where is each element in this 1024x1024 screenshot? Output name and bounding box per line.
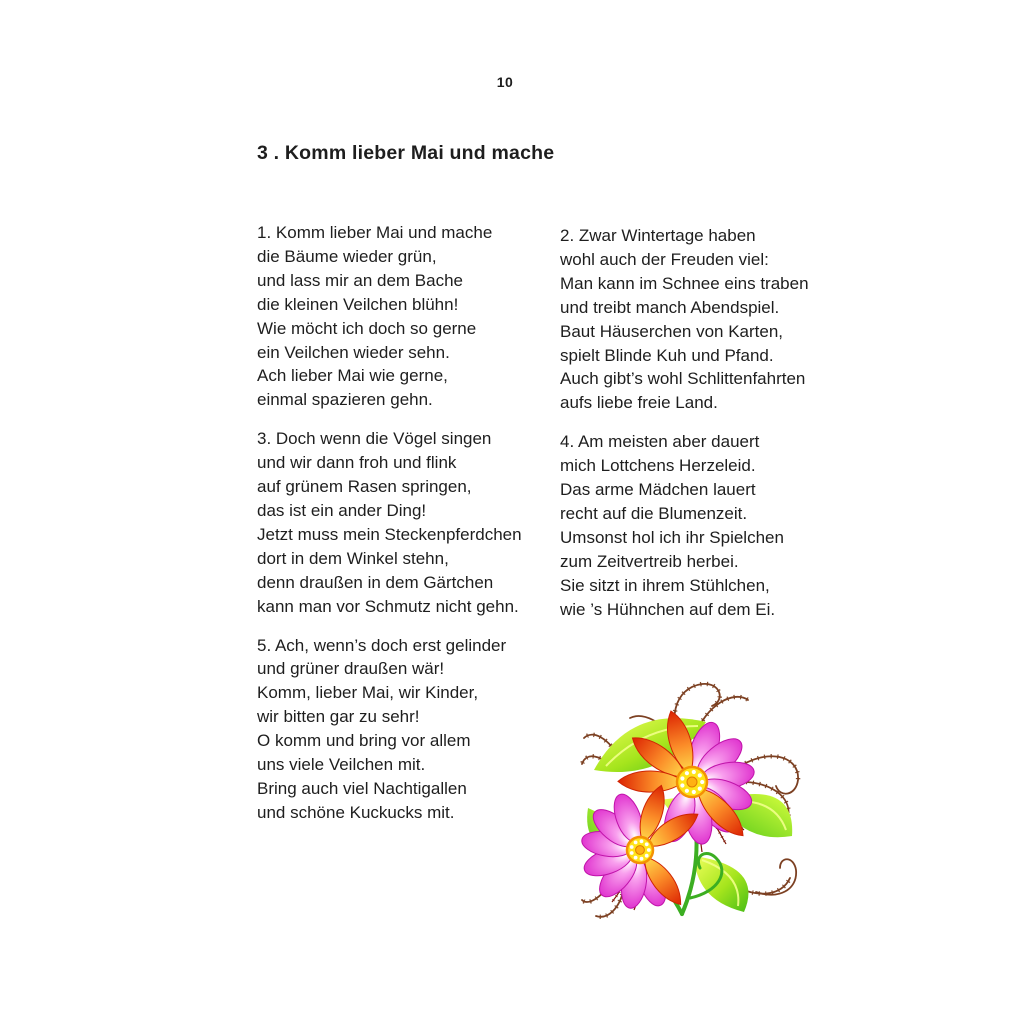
verse-line: und schöne Kuckucks mit. bbox=[257, 802, 455, 822]
right-column bbox=[560, 224, 860, 637]
verse-line: 4. Am meisten aber dauert bbox=[560, 432, 760, 452]
page-number: 10 bbox=[496, 74, 514, 90]
verse-line: Umsonst hol ich ihr Spielchen bbox=[560, 527, 784, 547]
verse-2 bbox=[560, 224, 860, 415]
verse-line: und grüner draußen wär! bbox=[257, 659, 445, 679]
verse-line: dort in dem Winkel stehn, bbox=[257, 548, 449, 568]
verse-line: Baut Häuserchen von Karten, bbox=[560, 321, 784, 341]
verse-line: das ist ein ander Ding! bbox=[257, 500, 427, 520]
verse-line: Wie möcht ich doch so gerne bbox=[257, 318, 477, 338]
verse-line: und lass mir an dem Bache bbox=[257, 270, 463, 290]
verse-line: mich Lottchens Herzeleid. bbox=[560, 456, 756, 476]
verse-line: und wir dann froh und flink bbox=[257, 453, 457, 473]
verse-line: wie ’s Hühnchen auf dem Ei. bbox=[560, 599, 776, 619]
verse-line: einmal spazieren gehn. bbox=[257, 390, 433, 410]
verse-line: Bring auch viel Nachtigallen bbox=[257, 778, 467, 798]
verse-line: kann man vor Schmutz nicht gehn. bbox=[257, 596, 519, 616]
verse-line: spielt Blinde Kuh und Pfand. bbox=[560, 345, 774, 365]
verse-line: 1. Komm lieber Mai und mache bbox=[257, 223, 493, 242]
verse-line: die kleinen Veilchen blühn! bbox=[257, 294, 459, 314]
verse-line: wohl auch der Freuden viel: bbox=[560, 249, 769, 269]
flower-svg bbox=[578, 660, 816, 924]
left-column bbox=[257, 221, 557, 840]
verse-line: die Bäume wieder grün, bbox=[257, 246, 437, 266]
verse-line: auf grünem Rasen springen, bbox=[257, 477, 472, 497]
verse-line: recht auf die Blumenzeit. bbox=[560, 503, 748, 523]
verse-line: Man kann im Schnee eins traben bbox=[560, 273, 809, 293]
verse-line: O komm und bring vor allem bbox=[257, 731, 471, 751]
verse-line: denn draußen in dem Gärtchen bbox=[257, 572, 494, 592]
verse-line: Sie sitzt in ihrem Stühlchen, bbox=[560, 575, 770, 595]
verse-line: 3. Doch wenn die Vögel singen bbox=[257, 429, 492, 449]
verse-line: wir bitten gar zu sehr! bbox=[257, 707, 420, 727]
verse-5 bbox=[257, 634, 557, 825]
verse-line: 5. Ach, wenn’s doch erst gelinder bbox=[257, 635, 507, 655]
verse-4 bbox=[560, 430, 860, 621]
verse-line: Auch gibt’s wohl Schlittenfahrten bbox=[560, 369, 806, 389]
verse-3 bbox=[257, 427, 557, 618]
verse-line: Jetzt muss mein Steckenpferdchen bbox=[257, 524, 522, 544]
verse-line: und treibt manch Abendspiel. bbox=[560, 297, 780, 317]
folk-flower-illustration bbox=[578, 660, 816, 924]
song-title: 3 . Komm lieber Mai und mache bbox=[257, 142, 555, 164]
verse-line: Ach lieber Mai wie gerne, bbox=[257, 366, 448, 386]
verse-line: 2. Zwar Wintertage haben bbox=[560, 226, 756, 245]
verse-line: uns viele Veilchen mit. bbox=[257, 755, 426, 775]
verse-1 bbox=[257, 221, 557, 412]
verse-line: ein Veilchen wieder sehn. bbox=[257, 342, 450, 362]
verse-line: Das arme Mädchen lauert bbox=[560, 480, 756, 500]
verse-line: Komm, lieber Mai, wir Kinder, bbox=[257, 683, 479, 703]
verse-line: aufs liebe freie Land. bbox=[560, 393, 718, 413]
verse-line: zum Zeitvertreib herbei. bbox=[560, 551, 739, 571]
